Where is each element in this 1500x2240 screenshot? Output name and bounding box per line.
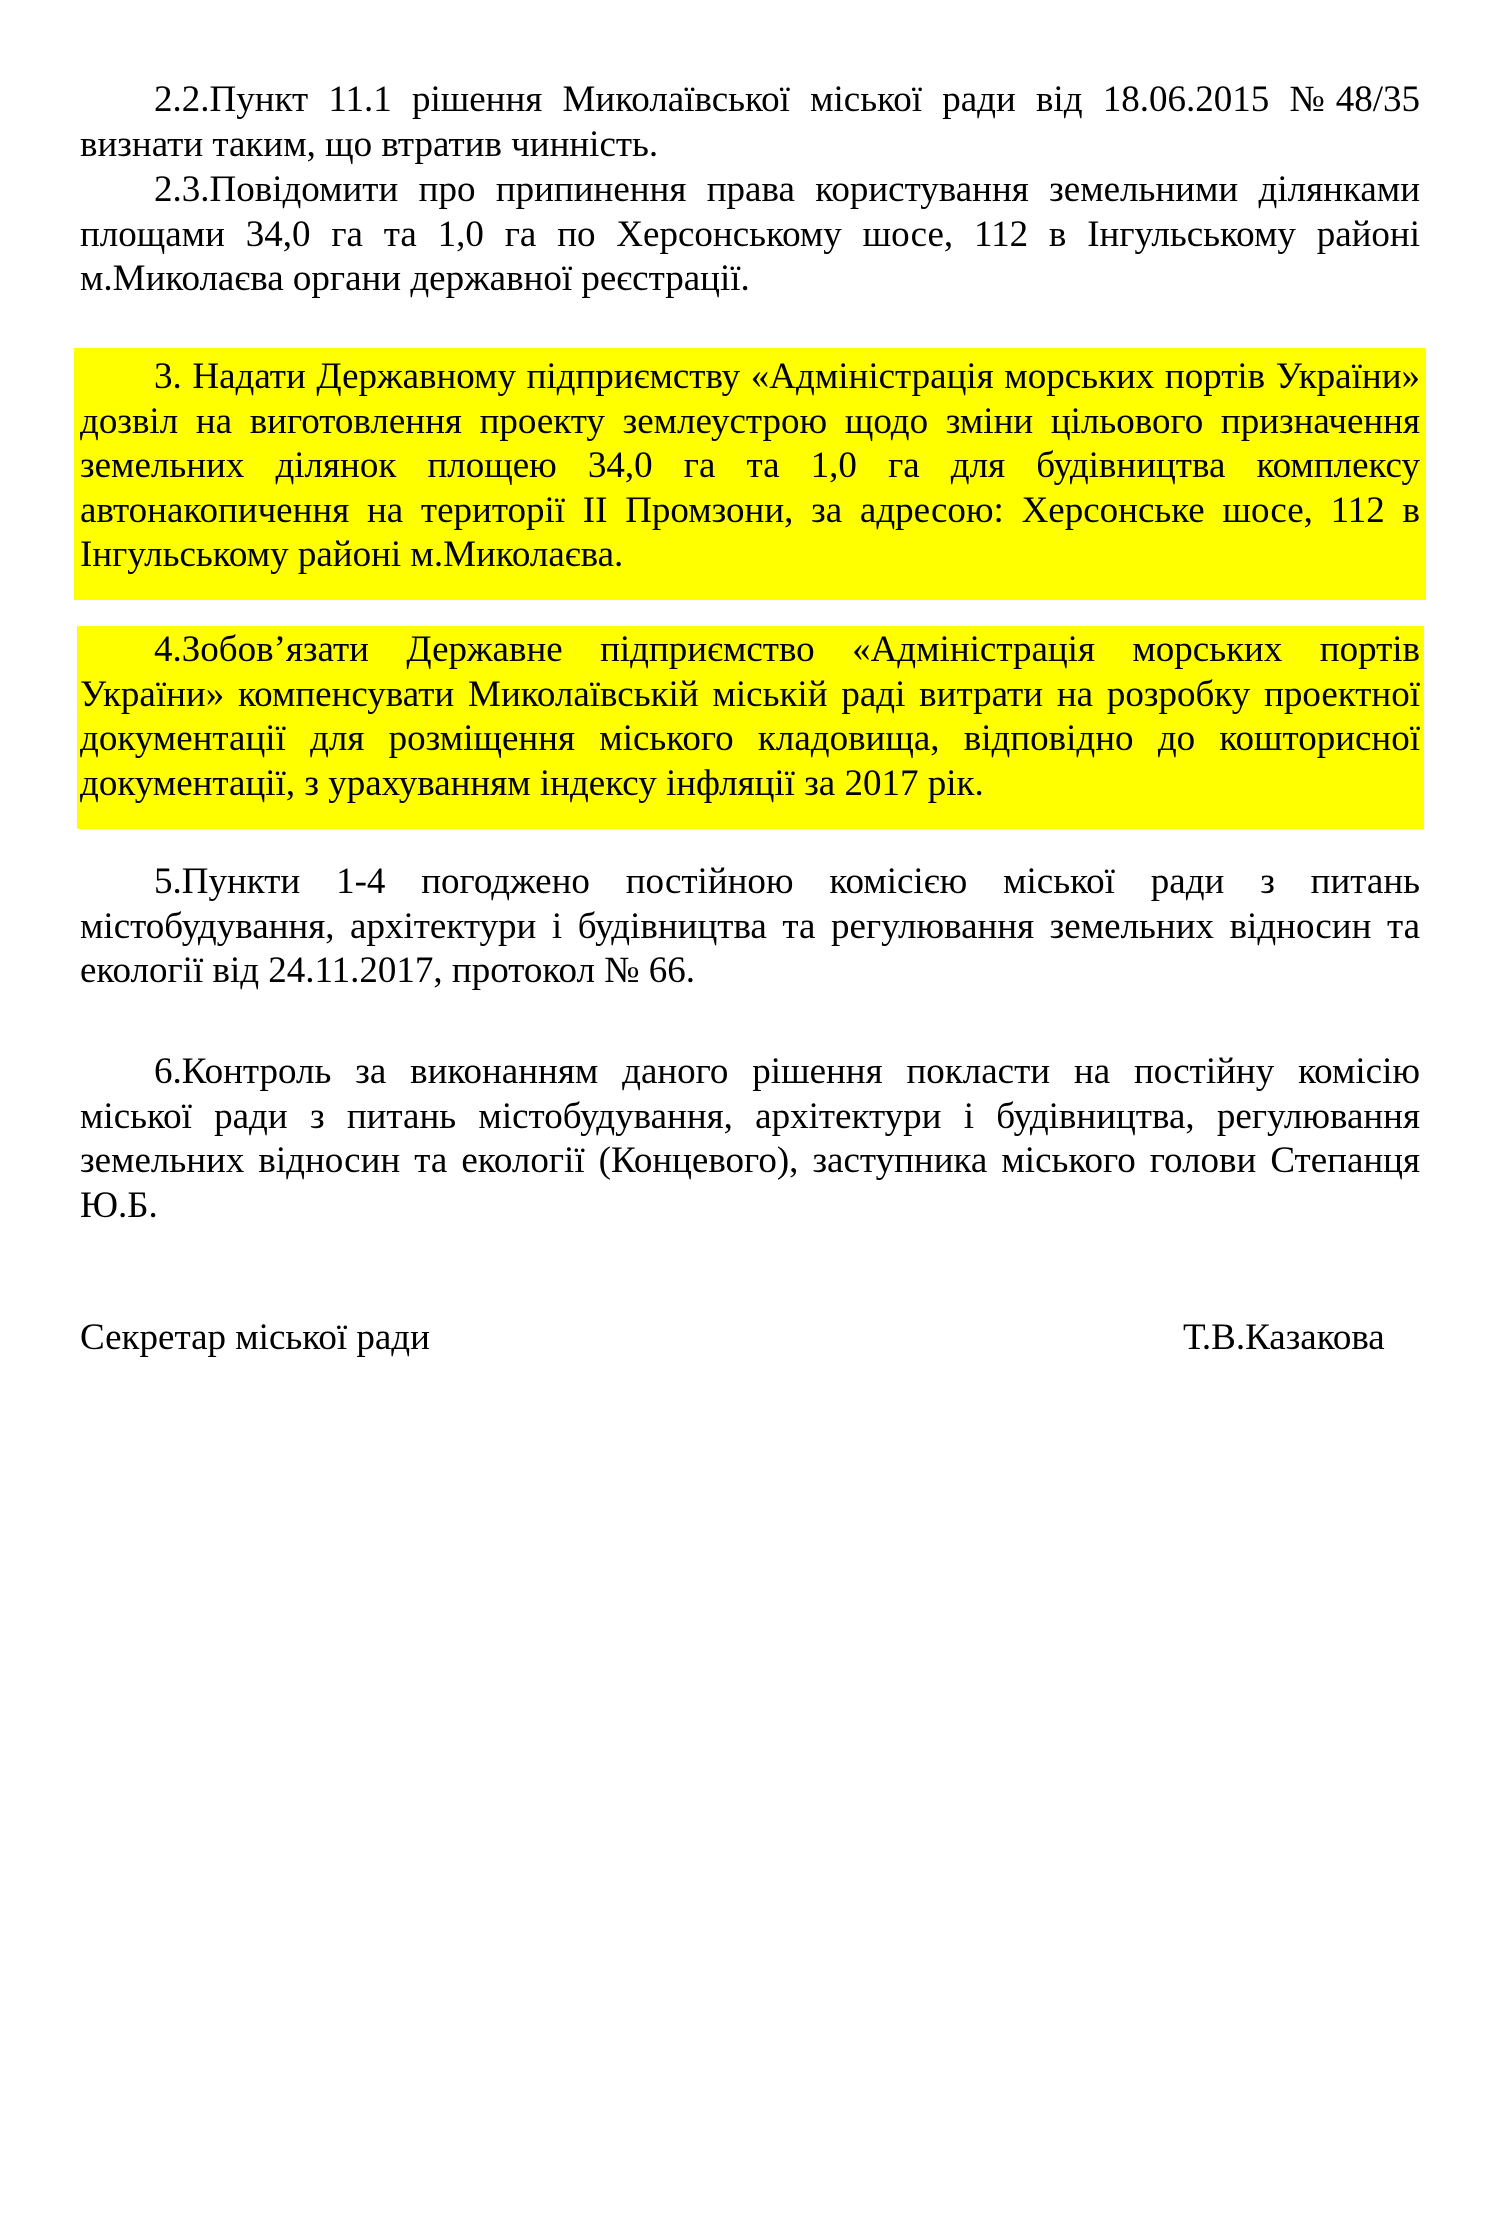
paragraph-2-3: 2.3.Повідомити про припинення права користування земельними ділянками площами 34,0 га та 1,0 га по Херсонському шосе, 112 в Інгульському районі м.Миколаєва органи державної реєстрації. xyxy=(80,169,1420,299)
signature-name: Т.В.Казакова xyxy=(1183,1317,1385,1358)
paragraph-3: 3. Надати Державному підприємству «Адміністрація морських портів України» дозвіл на виготовлення проекту землеустрою щодо зміни цільового призначення земельних ділянок площею 34,0 га та 1,0 га для будівництва комплексу автонакопичення на території ІІ Промзони, за адресою: Херсонське шосе, 112 в Інгульському районі м.Миколаєва. xyxy=(80,356,1420,575)
paragraph-2-2: 2.2.Пункт 11.1 рішення Миколаївської міської ради від 18.06.2015 №48/35 визнати таким, що втратив чинність. xyxy=(80,79,1420,165)
paragraph-4: 4.Зобов’язати Державне підприємство «Адміністрація морських портів України» компенсувати Миколаївській міській раді витрати на розробку проектної документації для розміщення міського кладовища, відповідно до кошторисної документації, з урахуванням індексу інфляції за 2017 рік. xyxy=(80,629,1420,804)
paragraph-6: 6.Контроль за виконанням даного рішення покласти на постійну комісію міської ради з питань містобудування, архітектури і будівництва, регулювання земельних відносин та екології (Концевого), заступника міського голови Степанця Ю.Б. xyxy=(80,1051,1420,1226)
paragraph-5: 5.Пункти 1-4 погоджено постійною комісією міської ради з питань містобудування, архітектури і будівництва та регулювання земельних відносин та екології від 24.11.2017, протокол № 66. xyxy=(80,861,1420,991)
signature-position: Секретар міської ради xyxy=(80,1317,430,1358)
